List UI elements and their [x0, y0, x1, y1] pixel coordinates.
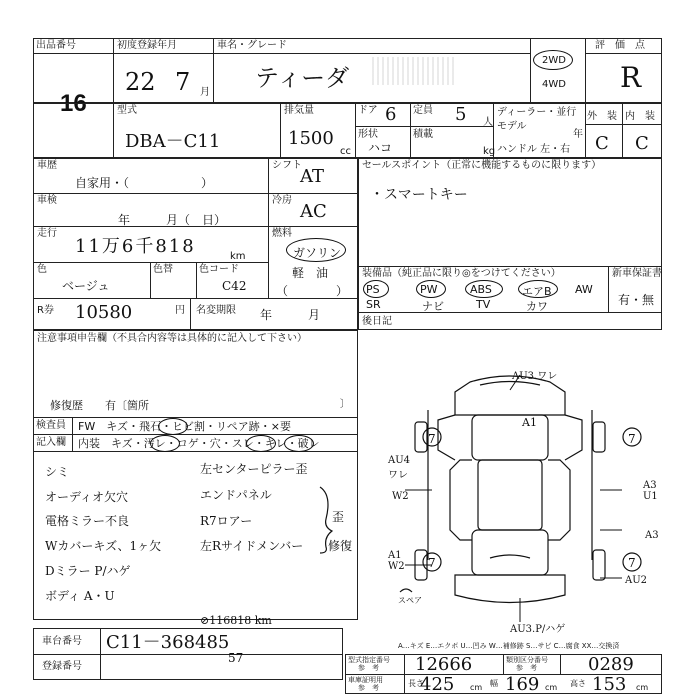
height-value: 153: [592, 674, 627, 695]
equip-ps-circle: [363, 280, 389, 298]
mark-au3-ware: AU3.ワレ: [512, 371, 558, 382]
category-value: 0289: [588, 654, 634, 675]
length-value: 425: [420, 674, 455, 695]
history-value: 自家用・（ ）: [75, 176, 214, 190]
note-right-1: 左センターピラー歪: [200, 462, 308, 476]
ac-label: 冷房: [272, 195, 292, 206]
equip-pw: PW: [420, 283, 438, 296]
mark-a1-w2: A1 W2: [388, 550, 405, 572]
mark-7-front-left: 7: [428, 432, 436, 446]
fuel-diesel: 軽 油: [292, 266, 329, 280]
width-value: 169: [505, 674, 540, 695]
caution-label: 注意事項申告欄（不具合内容等は具体的に記入して下さい）: [37, 333, 307, 344]
note-left-6: ボディ A・U: [45, 589, 115, 603]
bracket-note-2: 修復: [328, 539, 353, 553]
fuel-gasoline: ガソリン: [293, 246, 342, 260]
item-no-label: 出品番号: [36, 40, 76, 51]
equip-navi: ナビ: [422, 300, 444, 313]
capacity-unit: 人: [483, 117, 493, 128]
model-year-unit: 年: [573, 129, 583, 140]
equip-airbag: エアB: [522, 285, 552, 298]
doors-value: 6: [385, 104, 397, 125]
first-reg-month-unit: 月: [200, 87, 210, 98]
equip-aw: AW: [575, 283, 593, 296]
displacement-value: 1500: [288, 128, 334, 149]
type-label: 型式: [117, 105, 137, 116]
first-reg-label: 初度登録年月: [117, 40, 177, 51]
equipment-label: 装備品（純正品に限り◎をつけてください）: [362, 268, 561, 279]
equip-sr: SR: [366, 298, 381, 311]
equip-abs-circle: [465, 280, 503, 298]
mark-w2: W2: [392, 491, 409, 502]
mark-au4-ware: AU4 ワレ: [388, 455, 411, 481]
sales-point-label: セールスポイント（正常に機能するものに限ります）: [362, 160, 602, 171]
color-code-value: C42: [222, 279, 247, 293]
height-unit: cm: [636, 683, 649, 692]
load-label: 積載: [413, 129, 433, 140]
recycle-value: 10580: [75, 302, 133, 323]
addon-label: 後日記: [362, 316, 392, 327]
equip-ps: PS: [366, 283, 380, 296]
handle-label: ハンドル 左・右: [497, 144, 571, 155]
spare-label: スペア: [398, 596, 422, 605]
history-label: 車歴: [37, 160, 57, 171]
record-label: 記入欄: [36, 437, 66, 448]
repair-label: 修復歴 有〔箇所: [50, 399, 149, 412]
mark-7-rear-right: 7: [628, 556, 636, 570]
category-ref: 参 考: [516, 664, 537, 672]
category-label: 類別区分番号: [506, 656, 548, 664]
recycle-label: R券: [37, 305, 54, 316]
note-left-5: Dミラー P/ハゲ: [45, 564, 131, 578]
mark-au2: AU2: [625, 575, 648, 586]
ac-value: AC: [300, 201, 327, 222]
cert-ref: 参 考: [358, 684, 379, 692]
model-year-label: モデル: [497, 121, 527, 132]
note-right-4: 左Rサイドメンバー: [200, 539, 304, 553]
equip-tv: TV: [476, 298, 491, 311]
note-left-4: Wカバーキズ、1ヶ欠: [45, 539, 162, 553]
displacement-unit: cc: [340, 146, 351, 157]
warranty-label: 新車保証書: [612, 268, 662, 279]
fuel-circle: [286, 238, 346, 262]
load-unit: kg: [483, 146, 496, 157]
check-circle-yogore: [150, 435, 180, 452]
redaction-smudge: [372, 57, 457, 85]
model-name-label: 車名・グレード: [217, 40, 287, 51]
mark-7-rear-left: 7: [428, 556, 436, 570]
chassis-value: C11－368485: [106, 632, 230, 653]
chassis-sub: 57: [228, 651, 244, 665]
note-right-3: R7ロアー: [200, 514, 253, 528]
doors-label: ドア: [358, 105, 378, 116]
chassis-label: 車台番号: [42, 636, 82, 647]
capacity-label: 定員: [413, 105, 433, 116]
displacement-label: 排気量: [284, 105, 314, 116]
check-circle-kire: [284, 435, 314, 452]
score-label: 評 価 点: [595, 40, 645, 51]
inspector-label: 検査員: [36, 420, 66, 431]
mark-a1: A1: [522, 416, 537, 429]
sales-point-value: ・スマートキー: [370, 187, 468, 203]
mark-7-front-right: 7: [628, 432, 636, 446]
recycle-unit: 円: [175, 305, 185, 316]
dealer-label: ディーラー・並行: [497, 107, 577, 118]
item-no: 16: [60, 90, 87, 117]
fuel-label: 燃料: [272, 228, 292, 239]
height-label: 高さ: [570, 679, 586, 688]
mark-a3: A3: [645, 530, 659, 541]
length-unit: cm: [470, 683, 483, 692]
odometer-note: ⊘116818 km: [200, 614, 272, 627]
shape-label: 形状: [358, 129, 378, 140]
diagram-legend: A…キズ E…エクボ U…凹み W…補修跡 S…サビ C…腐食 XX…交換済: [398, 642, 620, 650]
equip-kawa: カワ: [526, 300, 548, 313]
inspection-label: 車検: [37, 195, 57, 206]
exterior-grade: C: [595, 133, 609, 154]
color-value: ベージュ: [62, 279, 110, 293]
name-change-label: 名変期限: [196, 305, 236, 316]
inspection-value: 年 月（ 日）: [118, 213, 227, 227]
warranty-value: 有・無: [618, 293, 655, 307]
check-row-2: 内装 キズ・汚レ・コゲ・穴・スレ・キレ・破レ: [78, 437, 320, 450]
check-row-1: FW キズ・飛石・ヒビ割・リペア跡・×要: [78, 420, 291, 433]
note-left-3: 電格ミラー不良: [45, 514, 130, 528]
width-unit: cm: [545, 683, 558, 692]
mark-au3-phage: AU3.P/ハゲ: [510, 624, 566, 635]
note-right-2: エンドパネル: [200, 488, 272, 502]
first-reg-year: 22: [125, 68, 156, 96]
check-circle-sure: [246, 435, 276, 452]
first-reg-month: 7: [175, 68, 191, 96]
fuel-other: （ ）: [276, 284, 349, 298]
mileage-unit: km: [230, 251, 246, 262]
interior-label: 内 装: [625, 111, 655, 122]
color-label: 色: [37, 264, 47, 275]
mileage-value: 11万6千818: [75, 236, 196, 257]
width-label: 幅: [490, 679, 498, 688]
cert-label: 車庫証明用: [348, 676, 383, 684]
capacity-value: 5: [455, 104, 467, 125]
mileage-label: 走行: [37, 228, 57, 239]
length-label: 長さ: [408, 679, 424, 688]
note-left-1: シミ: [45, 465, 70, 479]
score-value: R: [620, 61, 642, 94]
color-change-label: 色替: [153, 264, 173, 275]
shift-value: AT: [300, 166, 325, 187]
model-cert-value: 12666: [415, 654, 473, 675]
model-cert-ref: 参 考: [358, 664, 379, 672]
equip-airbag-circle: [518, 280, 558, 298]
interior-grade: C: [635, 133, 649, 154]
drive-4wd: 4WD: [542, 79, 566, 90]
shape-value: ハコ: [368, 141, 393, 155]
bracket-note-1: 歪: [332, 510, 345, 524]
shift-label: シフト: [272, 160, 302, 171]
mark-a3-u1: A3 U1: [643, 480, 658, 502]
check-circle-tobiishi: [158, 418, 188, 435]
model-cert-label: 型式指定番号: [348, 656, 390, 664]
type-value: DBA－C11: [125, 131, 221, 152]
drive-2wd: 2WD: [542, 55, 566, 66]
equip-abs: ABS: [470, 283, 492, 296]
note-left-2: オーディオ欠穴: [45, 490, 129, 504]
exterior-label: 外 装: [587, 111, 617, 122]
color-code-label: 色コード: [199, 264, 239, 275]
equip-pw-circle: [416, 280, 446, 298]
repair-bracket-end: 〕: [340, 399, 350, 410]
name-change-value: 年 月: [260, 308, 321, 322]
reg-label: 登録番号: [42, 661, 82, 672]
model-name: ティーダ: [255, 64, 350, 92]
drive-2wd-circle: [533, 50, 573, 70]
